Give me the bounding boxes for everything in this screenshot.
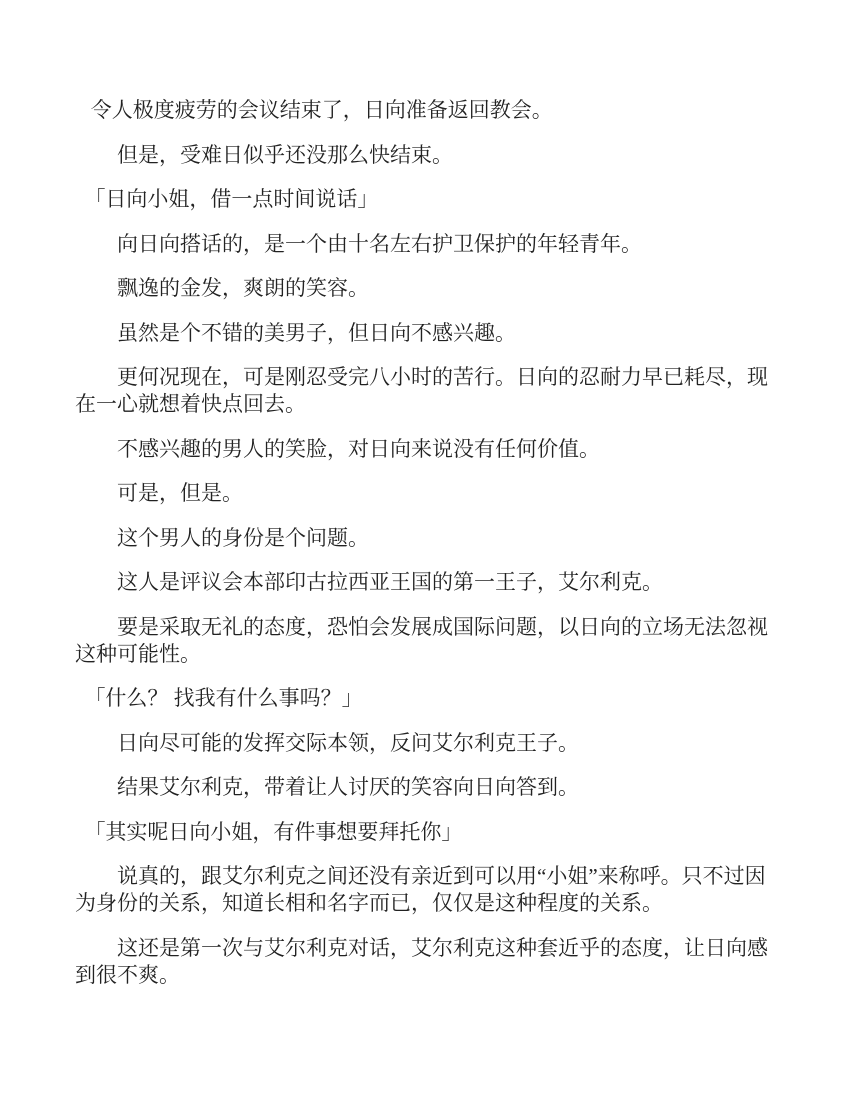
narration-paragraph: 这个男人的身份是个问题。 bbox=[117, 525, 369, 550]
dialogue-line: 「其实呢日向小姐，有件事想要拜托你」 bbox=[84, 819, 463, 844]
narration-paragraph: 要是采取无礼的态度，恐怕会发展成国际问题，以日向的立场无法忽视这种可能性。 bbox=[75, 614, 768, 666]
narration-paragraph: 结果艾尔利克，带着让人讨厌的笑容向日向答到。 bbox=[117, 775, 579, 799]
narration-paragraph: 虽然是个不错的美男子，但日向不感兴趣。 bbox=[117, 320, 516, 345]
narration-paragraph: 可是，但是。 bbox=[117, 481, 243, 505]
dialogue-line: 「日向小姐，借一点时间说话」 bbox=[84, 187, 379, 211]
narration-paragraph: 说真的，跟艾尔利克之间还没有亲近到可以用“小姐”来称呼。只不过因为身份的关系，知道长相和名字而已，仅仅是这种程度的关系。 bbox=[75, 864, 766, 915]
narration-paragraph: 但是，受难日似乎还没那么快结束。 bbox=[117, 142, 453, 167]
dialogue-line: 「什么？ 找我有什么事吗？」 bbox=[84, 686, 363, 710]
narration-paragraph: 不感兴趣的男人的笑脸，对日向来说没有任何价值。 bbox=[117, 436, 600, 461]
narration-paragraph: 更何况现在，可是刚忍受完八小时的苦行。日向的忍耐力早已耗尽，现在一心就想着快点回去。 bbox=[75, 365, 768, 416]
narration-paragraph: 向日向搭话的，是一个由十名左右护卫保护的年轻青年。 bbox=[117, 231, 642, 256]
narration-paragraph: 令人极度疲劳的会议结束了，日向准备返回教会。 bbox=[90, 98, 553, 122]
narration-paragraph: 飘逸的金发，爽朗的笑容。 bbox=[117, 276, 369, 300]
narration-paragraph: 这还是第一次与艾尔利克对话，艾尔利克这种套近乎的态度，让日向感到很不爽。 bbox=[75, 935, 768, 987]
narration-paragraph: 日向尽可能的发挥交际本领，反问艾尔利克王子。 bbox=[117, 730, 579, 755]
narration-paragraph: 这人是评议会本部印古拉西亚王国的第一王子，艾尔利克。 bbox=[117, 570, 663, 594]
